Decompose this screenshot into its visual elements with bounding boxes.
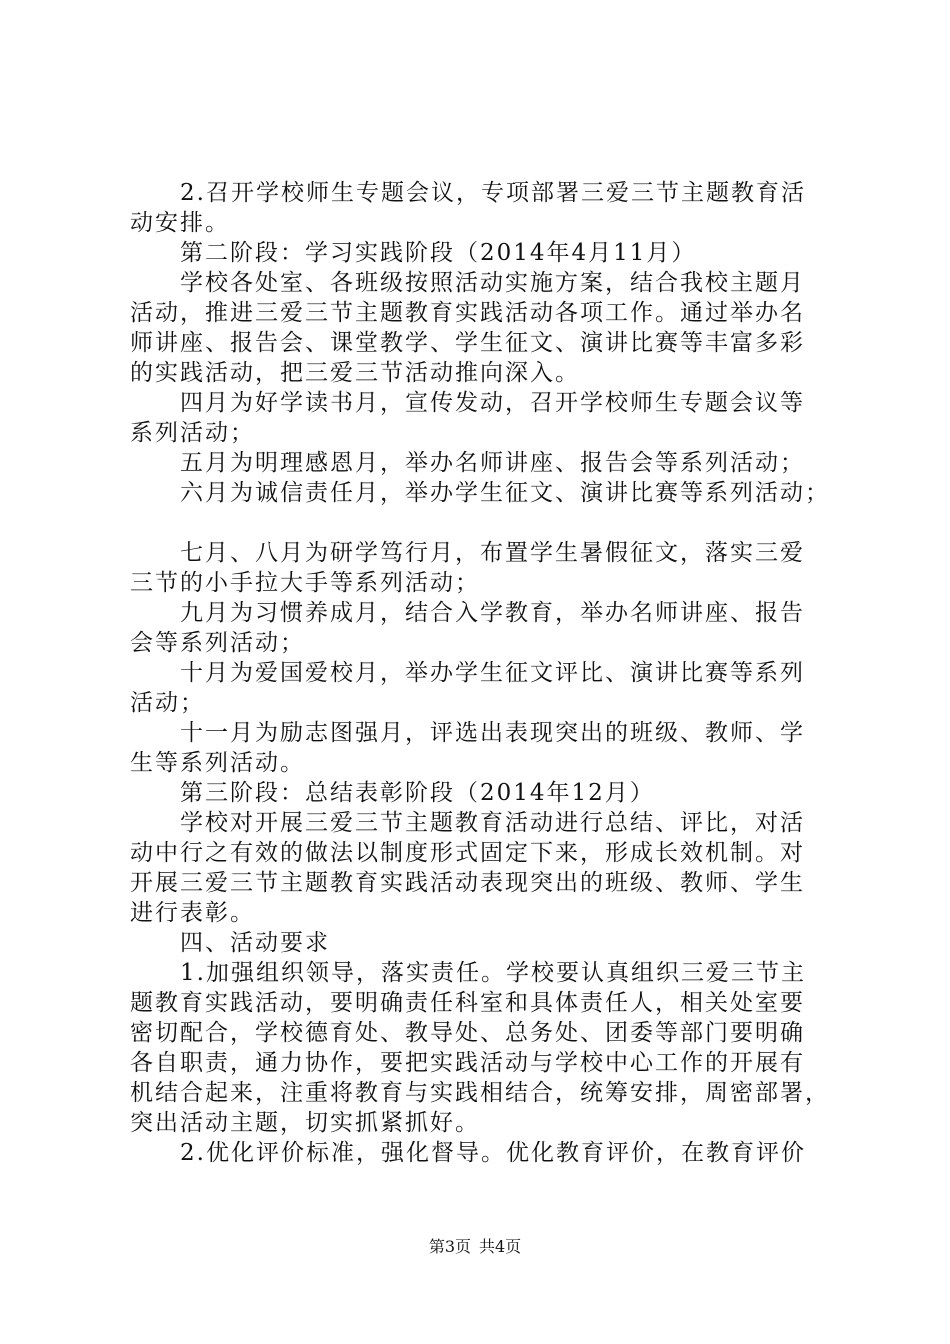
- paragraph-line: 的实践活动，把三爱三节活动推向深入。: [130, 360, 580, 386]
- paragraph-line: 五月为明理感恩月，举办名师讲座、报告会等系列活动；: [180, 450, 805, 476]
- paragraph-line: 开展三爱三节主题教育实践活动表现突出的班级、教师、学生: [130, 870, 805, 896]
- paragraph-line: 十月为爱国爱校月，举办学生征文评比、演讲比赛等系列: [180, 660, 805, 686]
- paragraph-line: 密切配合，学校德育处、教导处、总务处、团委等部门要明确: [130, 1020, 805, 1046]
- paragraph-line: 进行表彰。: [130, 900, 255, 926]
- page-number: 第3页: [428, 1237, 471, 1256]
- blank-line: [130, 508, 840, 538]
- paragraph-line: 机结合起来，注重将教育与实践相结合，统筹安排，周密部署，: [130, 1080, 830, 1106]
- paragraph-line: 2.召开学校师生专题会议，专项部署三爱三节主题教育活: [180, 180, 806, 206]
- paragraph-line: 会等系列活动；: [130, 630, 305, 656]
- section-heading: 第三阶段：总结表彰阶段（2014年12月）: [180, 780, 655, 806]
- paragraph-line: 系列活动；: [130, 420, 255, 446]
- paragraph-line: 1.加强组织领导，落实责任。学校要认真组织三爱三节主: [180, 960, 806, 986]
- paragraph-line: 四月为好学读书月，宣传发动，召开学校师生专题会议等: [180, 390, 805, 416]
- paragraph-line: 学校对开展三爱三节主题教育活动进行总结、评比，对活: [180, 810, 805, 836]
- paragraph-line: 题教育实践活动，要明确责任科室和具体责任人，相关处室要: [130, 990, 805, 1016]
- paragraph-line: 六月为诚信责任月，举办学生征文、演讲比赛等系列活动；: [180, 480, 830, 506]
- page-footer: [0, 1237, 950, 1257]
- paragraph-line: 活动，推进三爱三节主题教育实践活动各项工作。通过举办名: [130, 300, 805, 326]
- paragraph-line: 学校各处室、各班级按照活动实施方案，结合我校主题月: [180, 270, 805, 296]
- paragraph-line: 2.优化评价标准，强化督导。优化教育评价，在教育评价: [180, 1140, 806, 1166]
- section-heading: 第二阶段：学习实践阶段（2014年4月11月）: [180, 240, 697, 266]
- section-heading: 四、活动要求: [180, 930, 330, 956]
- paragraph-line: 动中行之有效的做法以制度形式固定下来，形成长效机制。对: [130, 840, 805, 866]
- paragraph-line: 突出活动主题，切实抓紧抓好。: [130, 1110, 480, 1136]
- page-total: 共4页: [479, 1237, 522, 1256]
- paragraph-line: 动安排。: [130, 210, 230, 236]
- paragraph-line: 九月为习惯养成月，结合入学教育，举办名师讲座、报告: [180, 600, 805, 626]
- paragraph-line: 十一月为励志图强月，评选出表现突出的班级、教师、学: [180, 720, 805, 746]
- paragraph-line: 七月、八月为研学笃行月，布置学生暑假征文，落实三爱: [180, 540, 805, 566]
- paragraph-line: 生等系列活动。: [130, 750, 305, 776]
- paragraph-line: 活动；: [130, 690, 205, 716]
- paragraph-line: 师讲座、报告会、课堂教学、学生征文、演讲比赛等丰富多彩: [130, 330, 805, 356]
- paragraph-line: 各自职责，通力协作，要把实践活动与学校中心工作的开展有: [130, 1050, 805, 1076]
- document-body: [130, 178, 840, 1168]
- paragraph-line: 三节的小手拉大手等系列活动；: [130, 570, 480, 596]
